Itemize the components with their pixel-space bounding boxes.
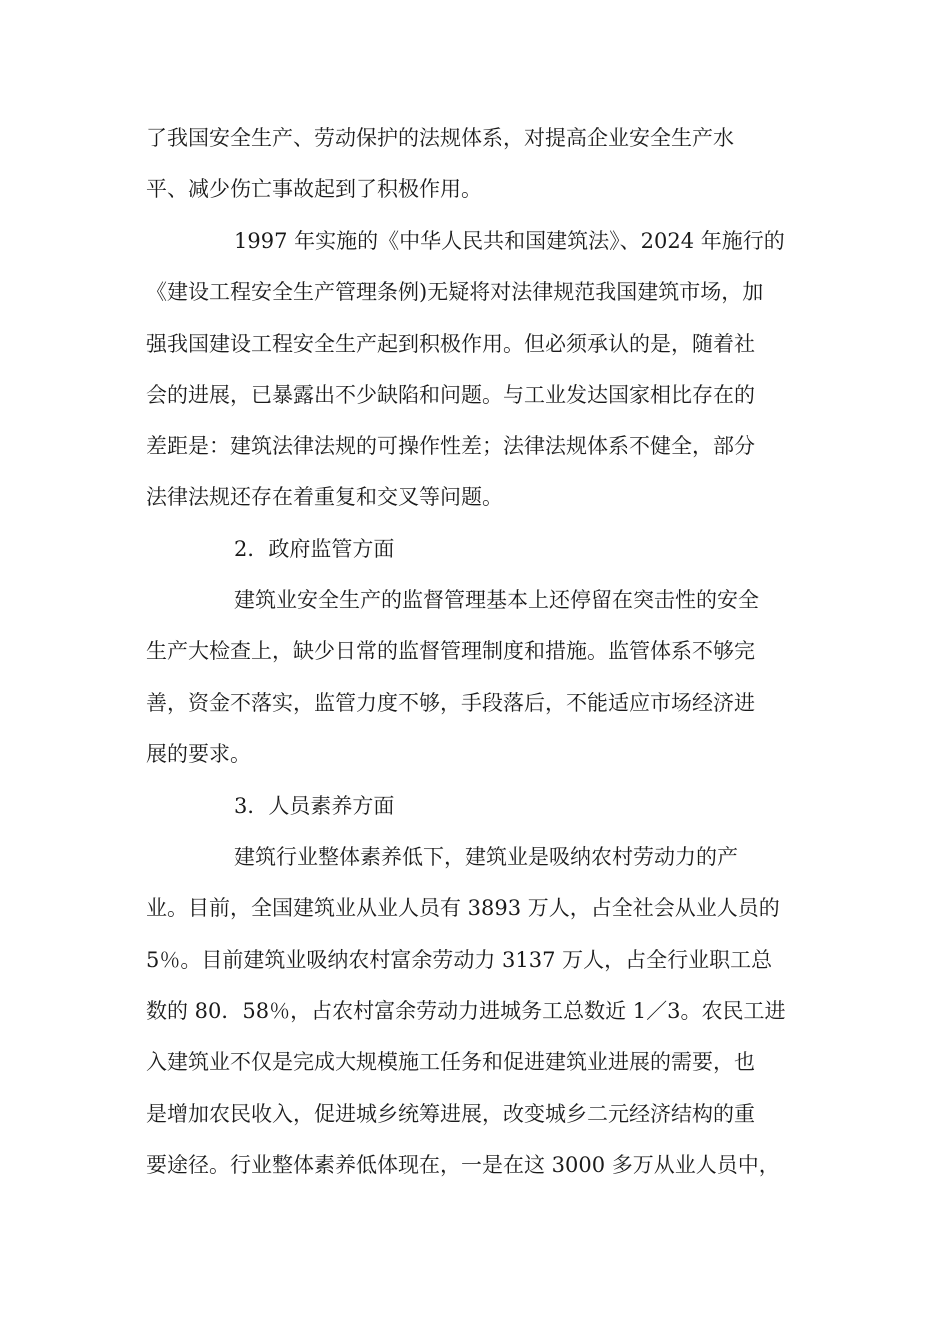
paragraph-line: 会的进展，已暴露出不少缺陷和问题。与工业发达国家相比存在的: [146, 383, 755, 407]
paragraph-line: 入建筑业不仅是完成大规模施工任务和促进建筑业进展的需要，也: [146, 1050, 755, 1074]
paragraph-line: 《建设工程安全生产管理条例)无疑将对法律规范我国建筑市场，加: [146, 280, 764, 304]
paragraph-line: 要途径。行业整体素养低体现在，一是在这 3000 多万从业人员中，: [146, 1153, 780, 1177]
paragraph-line: 善，资金不落实，监管力度不够，手段落后，不能适应市场经济进: [146, 691, 755, 715]
paragraph-line: 差距是：建筑法律法规的可操作性差；法律法规体系不健全，部分: [146, 434, 755, 458]
paragraph-line: 是增加农民收入，促进城乡统筹进展，改变城乡二元经济结构的重: [146, 1102, 755, 1126]
section-heading: 2．政府监管方面: [234, 537, 395, 561]
paragraph-line: 了我国安全生产、劳动保护的法规体系，对提高企业安全生产水: [146, 126, 734, 150]
paragraph-line: 平、减少伤亡事故起到了积极作用。: [146, 177, 482, 201]
paragraph-line: 5％。目前建筑业吸纳农村富余劳动力 3137 万人，占全行业职工总: [146, 948, 773, 972]
paragraph-line: 业。目前，全国建筑业从业人员有 3893 万人，占全社会从业人员的: [146, 896, 780, 920]
paragraph-line: 1997 年实施的《中华人民共和国建筑法》、2024 年施行的: [234, 229, 785, 253]
paragraph-line: 强我国建设工程安全生产起到积极作用。但必须承认的是，随着社: [146, 332, 755, 356]
paragraph-line: 展的要求。: [146, 742, 251, 766]
paragraph-line: 建筑业安全生产的监督管理基本上还停留在突击性的安全: [234, 588, 759, 612]
paragraph-line: 建筑行业整体素养低下，建筑业是吸纳农村劳动力的产: [234, 845, 738, 869]
paragraph-line: 法律法规还存在着重复和交叉等问题。: [146, 485, 503, 509]
section-heading: 3．人员素养方面: [234, 794, 395, 818]
paragraph-line: 生产大检查上，缺少日常的监督管理制度和措施。监管体系不够完: [146, 639, 755, 663]
paragraph-line: 数的 80．58％，占农村富余劳动力进城务工总数近 1／3。农民工进: [146, 999, 786, 1023]
